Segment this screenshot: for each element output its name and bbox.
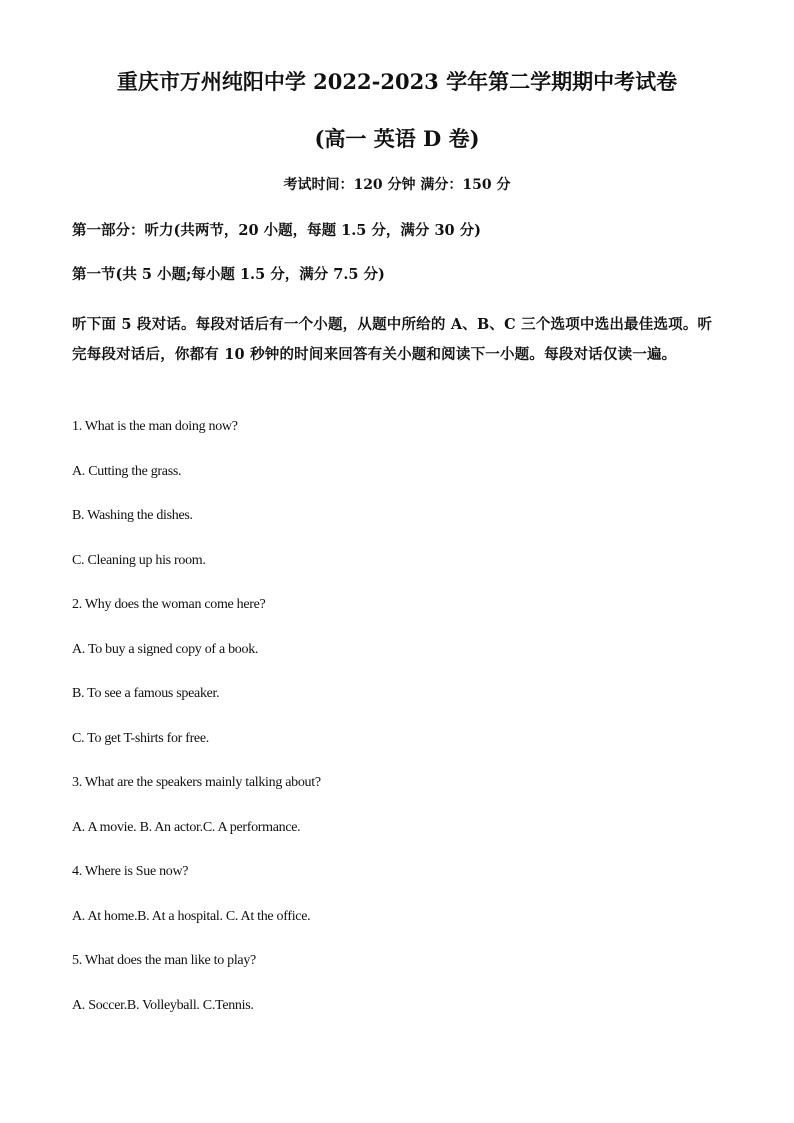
question-4: 4. Where is Sue now? xyxy=(72,864,189,879)
question-2-option-b: B. To see a famous speaker. xyxy=(72,686,220,701)
question-1-option-b: B. Washing the dishes. xyxy=(72,508,193,523)
listening-instructions: 听下面 5 段对话。每段对话后有一个小题，从题中所给的 A、B、C 三个选项中选出最佳选项。听完每段对话后，你都有 10 秒钟的时间来回答有关小题和阅读下一小题。每段对话仅读一遍。 xyxy=(72,316,713,363)
question-4-options: A. At home.B. At a hospital. C. At the office. xyxy=(72,908,311,924)
question-2: 2. Why does the woman come here? xyxy=(72,597,266,612)
exam-subtitle: (高一 英语 D 卷) xyxy=(314,126,480,151)
section-one-heading: 第一节(共 5 小题;每小题 1.5 分，满分 7.5 分) xyxy=(72,266,385,283)
question-2-option-a: A. To buy a signed copy of a book. xyxy=(72,641,259,657)
question-list xyxy=(72,417,732,1040)
exam-title: 重庆市万州纯阳中学 2022-2023 学年第二学期期中考试卷 xyxy=(116,69,678,94)
question-1-option-a: A. Cutting the grass. xyxy=(72,463,182,479)
part-one-heading: 第一部分：听力(共两节，20 小题，每题 1.5 分，满分 30 分) xyxy=(72,222,482,239)
question-3: 3. What are the speakers mainly talking about? xyxy=(72,775,321,790)
question-3-options: A. A movie. B. An actor.C. A performance. xyxy=(72,819,301,835)
question-5: 5. What does the man like to play? xyxy=(72,953,256,968)
question-2-option-c: C. To get T-shirts for free. xyxy=(72,730,209,746)
question-5-options: A. Soccer.B. Volleyball. C.Tennis. xyxy=(72,997,254,1013)
question-1: 1. What is the man doing now? xyxy=(72,419,238,434)
question-1-option-c: C. Cleaning up his room. xyxy=(72,552,206,568)
exam-info: 考试时间：120 分钟 满分：150 分 xyxy=(283,177,511,193)
